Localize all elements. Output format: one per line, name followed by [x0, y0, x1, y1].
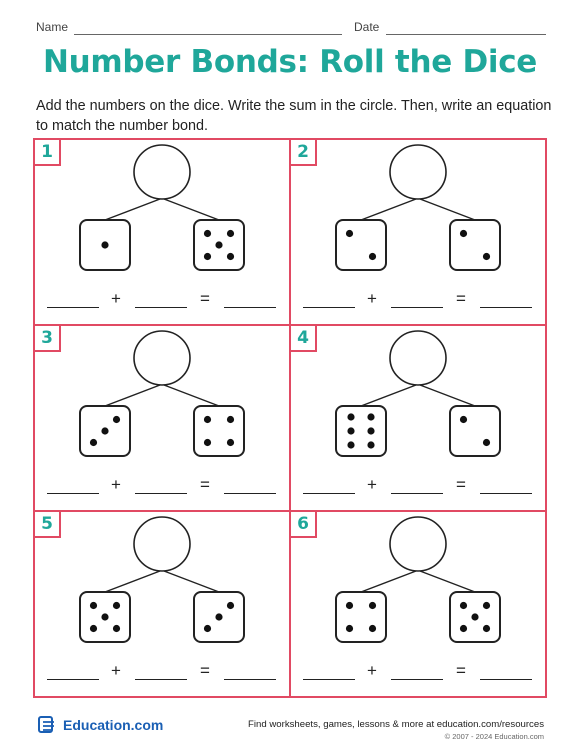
problem-number: 1 — [35, 140, 61, 166]
footer-logo — [37, 714, 163, 736]
bond-line-left — [105, 571, 160, 592]
date-label: Date — [354, 20, 380, 34]
problem-number: 5 — [35, 512, 61, 538]
die-pip — [483, 439, 490, 446]
die-right-icon — [450, 406, 500, 456]
die-left-icon — [336, 220, 386, 270]
equation-blank-1[interactable] — [47, 679, 99, 680]
die-pip — [346, 230, 353, 237]
number-bond-diagram — [291, 512, 545, 652]
die-pip — [90, 439, 97, 446]
die-right-icon — [194, 592, 244, 642]
page-title: Number Bonds: Roll the Dice — [42, 44, 537, 80]
sum-circle[interactable] — [134, 145, 190, 199]
name-field[interactable] — [74, 34, 342, 35]
die-pip — [483, 625, 490, 632]
plus-sign: + — [111, 289, 121, 308]
equation-blank-3[interactable] — [480, 307, 532, 308]
die-pip — [367, 427, 374, 434]
number-bond-diagram — [291, 326, 545, 466]
die-left-icon — [80, 592, 130, 642]
sum-circle[interactable] — [390, 517, 446, 571]
problem-panel — [289, 324, 547, 512]
bond-line-right — [164, 385, 219, 406]
die-pip — [369, 253, 376, 260]
die-pip — [204, 253, 211, 260]
die-pip — [346, 625, 353, 632]
die-pip — [460, 416, 467, 423]
bond-line-left — [361, 385, 416, 406]
equation-blank-3[interactable] — [224, 679, 276, 680]
die-pip — [90, 602, 97, 609]
plus-sign: + — [111, 475, 121, 494]
bond-line-right — [420, 199, 475, 220]
problem-panel — [33, 138, 291, 326]
education-logo-icon — [37, 714, 59, 736]
die-right-icon — [194, 406, 244, 456]
problem-panel — [289, 138, 547, 326]
plus-sign: + — [367, 475, 377, 494]
problem-panel — [33, 324, 291, 512]
die-pip — [113, 602, 120, 609]
die-pip — [460, 230, 467, 237]
die-pip — [369, 602, 376, 609]
die-right-icon — [450, 220, 500, 270]
die-right-icon — [194, 220, 244, 270]
equation-blank-1[interactable] — [47, 493, 99, 494]
die-pip — [227, 253, 234, 260]
die-pip — [215, 613, 222, 620]
bond-line-left — [361, 199, 416, 220]
die-pip — [471, 613, 478, 620]
die-pip — [227, 230, 234, 237]
equation-blank-1[interactable] — [303, 679, 355, 680]
die-pip — [483, 253, 490, 260]
instructions: Add the numbers on the dice. Write the sum in the circle. Then, write an equation to match the number bond. — [36, 98, 552, 134]
problem-number: 4 — [291, 326, 317, 352]
die-left-icon — [80, 220, 130, 270]
die-pip — [460, 602, 467, 609]
name-date-row — [36, 20, 546, 38]
name-label: Name — [36, 20, 69, 34]
equation-blank-2[interactable] — [135, 679, 187, 680]
die-pip — [90, 625, 97, 632]
equation-blank-1[interactable] — [47, 307, 99, 308]
problem-grid — [33, 138, 547, 697]
bond-line-right — [420, 385, 475, 406]
die-pip — [483, 602, 490, 609]
problem-panel — [33, 510, 291, 698]
footer-copyright: © 2007 - 2024 Education.com — [444, 732, 544, 741]
sum-circle[interactable] — [390, 145, 446, 199]
bond-line-left — [105, 385, 160, 406]
die-right-icon — [450, 592, 500, 642]
bond-line-left — [361, 571, 416, 592]
sum-circle[interactable] — [134, 331, 190, 385]
equation-blank-2[interactable] — [135, 493, 187, 494]
number-bond-diagram — [35, 326, 289, 466]
die-pip — [460, 625, 467, 632]
equals-sign: = — [200, 475, 210, 494]
problem-number: 6 — [291, 512, 317, 538]
plus-sign: + — [111, 661, 121, 680]
die-pip — [101, 427, 108, 434]
equals-sign: = — [200, 289, 210, 308]
die-pip — [367, 413, 374, 420]
equals-sign: = — [456, 475, 466, 494]
die-pip — [101, 241, 108, 248]
problem-number: 3 — [35, 326, 61, 352]
brand-name: Education.com — [63, 717, 164, 733]
die-pip — [204, 439, 211, 446]
number-bond-diagram — [35, 140, 289, 280]
equation-blank-3[interactable] — [480, 679, 532, 680]
equals-sign: = — [200, 661, 210, 680]
die-left-icon — [336, 592, 386, 642]
die-pip — [113, 416, 120, 423]
die-pip — [215, 241, 222, 248]
die-pip — [204, 230, 211, 237]
number-bond-diagram — [291, 140, 545, 280]
die-pip — [347, 413, 354, 420]
equation-blank-3[interactable] — [480, 493, 532, 494]
equation-blank-2[interactable] — [391, 493, 443, 494]
equation-blank-3[interactable] — [224, 493, 276, 494]
die-pip — [347, 427, 354, 434]
problem-number: 2 — [291, 140, 317, 166]
die-left-icon — [80, 406, 130, 456]
footer-tagline: Find worksheets, games, lessons & more at education.com/resources — [248, 719, 544, 730]
equation-blank-2[interactable] — [391, 307, 443, 308]
die-pip — [204, 625, 211, 632]
equation-blank-3[interactable] — [224, 307, 276, 308]
date-field[interactable] — [386, 34, 546, 35]
bond-line-right — [164, 199, 219, 220]
die-pip — [227, 439, 234, 446]
footer-info — [248, 719, 544, 741]
bond-line-right — [420, 571, 475, 592]
number-bond-diagram — [35, 512, 289, 652]
die-pip — [346, 602, 353, 609]
die-pip — [101, 613, 108, 620]
sum-circle[interactable] — [390, 331, 446, 385]
die-pip — [367, 441, 374, 448]
equation-blank-2[interactable] — [135, 307, 187, 308]
equals-sign: = — [456, 289, 466, 308]
die-pip — [113, 625, 120, 632]
plus-sign: + — [367, 289, 377, 308]
die-pip — [369, 625, 376, 632]
sum-circle[interactable] — [134, 517, 190, 571]
die-pip — [227, 416, 234, 423]
equals-sign: = — [456, 661, 466, 680]
bond-line-left — [105, 199, 160, 220]
die-pip — [204, 416, 211, 423]
equation-blank-1[interactable] — [303, 307, 355, 308]
die-pip — [347, 441, 354, 448]
die-left-icon — [336, 406, 386, 456]
plus-sign: + — [367, 661, 377, 680]
problem-panel — [289, 510, 547, 698]
die-pip — [227, 602, 234, 609]
equation-blank-1[interactable] — [303, 493, 355, 494]
bond-line-right — [164, 571, 219, 592]
equation-blank-2[interactable] — [391, 679, 443, 680]
